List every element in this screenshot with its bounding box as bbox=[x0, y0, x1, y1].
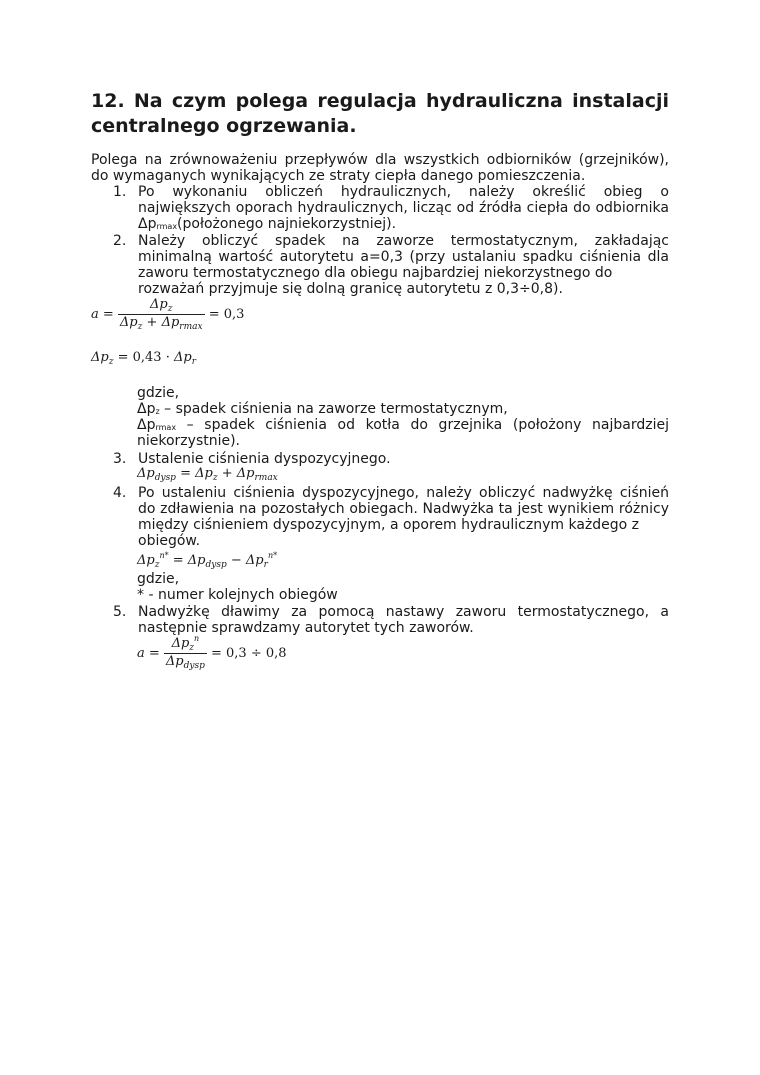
operator: + bbox=[217, 466, 237, 481]
item1-line2: największych oporach hydraulicznych, licząc od źródła ciepła do odbiornika bbox=[138, 200, 669, 216]
item5-line2: następnie sprawdzamy autorytet tych zaworów. bbox=[138, 620, 474, 636]
operator: = bbox=[175, 466, 196, 481]
numerator: Δp bbox=[150, 297, 168, 312]
delta-p-symbol: Δp bbox=[137, 417, 156, 433]
term: Δp bbox=[195, 466, 213, 481]
formula-rhs: = 0,3 bbox=[204, 307, 245, 322]
gdzie-label-2: gdzie, bbox=[137, 571, 180, 587]
intro-paragraph: Polega na zrównoważeniu przepływów dla wszystkich odbiorników (grzejników), do wymaganych wynikających ze straty ciepła danego pomieszczenia. bbox=[91, 152, 669, 184]
item4-text: Po ustaleniu ciśnienia dyspozycyjnego, należy obliczyć nadwyżkę ciśnień do zdławienia na pozostałych obiegach. Nadwyżka ta jest wynikiem różnicy między ciśnieniem dyspozycyjnym, a oporem hydraulicznym każdego z bbox=[138, 485, 669, 533]
list-number: 3. bbox=[113, 451, 127, 467]
superscript: n* bbox=[159, 551, 169, 560]
denominator-term: Δp bbox=[161, 315, 180, 330]
subscript: dysp bbox=[183, 661, 205, 671]
formula-dyspozycyjne bbox=[137, 466, 278, 481]
item1-line3 bbox=[138, 216, 669, 234]
subscript: z bbox=[167, 304, 173, 314]
delta-p-symbol: Δp bbox=[138, 216, 157, 232]
formula-spadek bbox=[91, 350, 196, 365]
formula-rhs: = 0,3 ÷ 0,8 bbox=[206, 646, 287, 661]
subscript: rmax bbox=[254, 473, 278, 483]
term: Δp bbox=[173, 350, 192, 365]
item4-last-line: obiegów. bbox=[138, 533, 201, 549]
operator: + bbox=[142, 315, 162, 330]
term: Δp bbox=[137, 553, 155, 568]
superscript: n* bbox=[267, 551, 278, 560]
formula-nadwyzka bbox=[137, 553, 277, 568]
list-number: 2. bbox=[113, 233, 127, 249]
item5-line1: Nadwyżkę dławimy za pomocą nastawy zaworu termostatycznego, a bbox=[138, 604, 669, 620]
list-number: 5. bbox=[113, 604, 127, 620]
formula-autorytet bbox=[91, 297, 244, 332]
list-number: 4. bbox=[113, 485, 127, 501]
formula-fraction bbox=[164, 636, 207, 671]
subscript: z bbox=[137, 322, 143, 332]
list-number: 1. bbox=[113, 184, 127, 200]
subscript: rmax bbox=[179, 322, 203, 332]
subscript: z bbox=[154, 560, 160, 570]
operator: − bbox=[226, 553, 246, 568]
item2-last-line: rozważań przyjmuje się dolną granicę autorytetu z 0,3÷0,8). bbox=[138, 281, 563, 297]
section-heading: 12. Na czym polega regulacja hydrauliczna instalacji centralnego ogrzewania. bbox=[91, 90, 669, 137]
operator: = 0,43 · bbox=[113, 350, 174, 365]
term: Δp bbox=[137, 466, 155, 481]
subscript: rmax bbox=[155, 423, 177, 432]
operator: = bbox=[168, 553, 188, 568]
subscript: z bbox=[189, 643, 195, 653]
definition-text: – spadek ciśnienia od kotła do grzejnika (położony najbardziej bbox=[176, 417, 669, 433]
subscript: z bbox=[108, 357, 114, 367]
definition-text: – spadek ciśnienia na zaworze termostatycznym, bbox=[159, 401, 508, 417]
gdzie-label: gdzie, bbox=[137, 385, 180, 401]
subscript: r bbox=[191, 357, 196, 367]
denominator: Δp bbox=[165, 654, 184, 669]
term: Δp bbox=[245, 553, 264, 568]
item1-line3-text: (położonego najniekorzystniej). bbox=[177, 216, 397, 232]
formula-lhs: a = bbox=[137, 646, 160, 661]
subscript: z bbox=[155, 407, 160, 416]
item1-line1: Po wykonaniu obliczeń hydraulicznych, należy określić obieg o bbox=[138, 184, 669, 200]
formula-fraction bbox=[118, 297, 205, 332]
numerator: Δp bbox=[171, 636, 190, 651]
term: Δp bbox=[187, 553, 206, 568]
definition-star: * - numer kolejnych obiegów bbox=[137, 587, 338, 603]
subscript: dysp bbox=[205, 560, 227, 570]
superscript: n bbox=[194, 634, 200, 643]
term: Δp bbox=[91, 350, 109, 365]
item3-text: Ustalenie ciśnienia dyspozycyjnego. bbox=[138, 451, 391, 467]
formula-sprawdzenie bbox=[137, 636, 287, 671]
subscript: r bbox=[263, 560, 268, 570]
denominator-term: Δp bbox=[119, 315, 138, 330]
subscript: rmax bbox=[156, 222, 178, 231]
subscript: dysp bbox=[154, 473, 176, 483]
subscript: z bbox=[212, 473, 218, 483]
delta-p-symbol: Δp bbox=[137, 401, 156, 417]
definition-prmax-cont: niekorzystnie). bbox=[137, 433, 241, 449]
item2-text: Należy obliczyć spadek na zaworze termostatycznym, zakładając minimalną wartość autorytetu a=0,3 (przy ustalaniu spadku ciśnienia dla zaworu termostatycznego dla obiegu najbardziej niekorzystnego do bbox=[138, 233, 669, 281]
formula-lhs: a = bbox=[91, 307, 114, 322]
term: Δp bbox=[236, 466, 255, 481]
